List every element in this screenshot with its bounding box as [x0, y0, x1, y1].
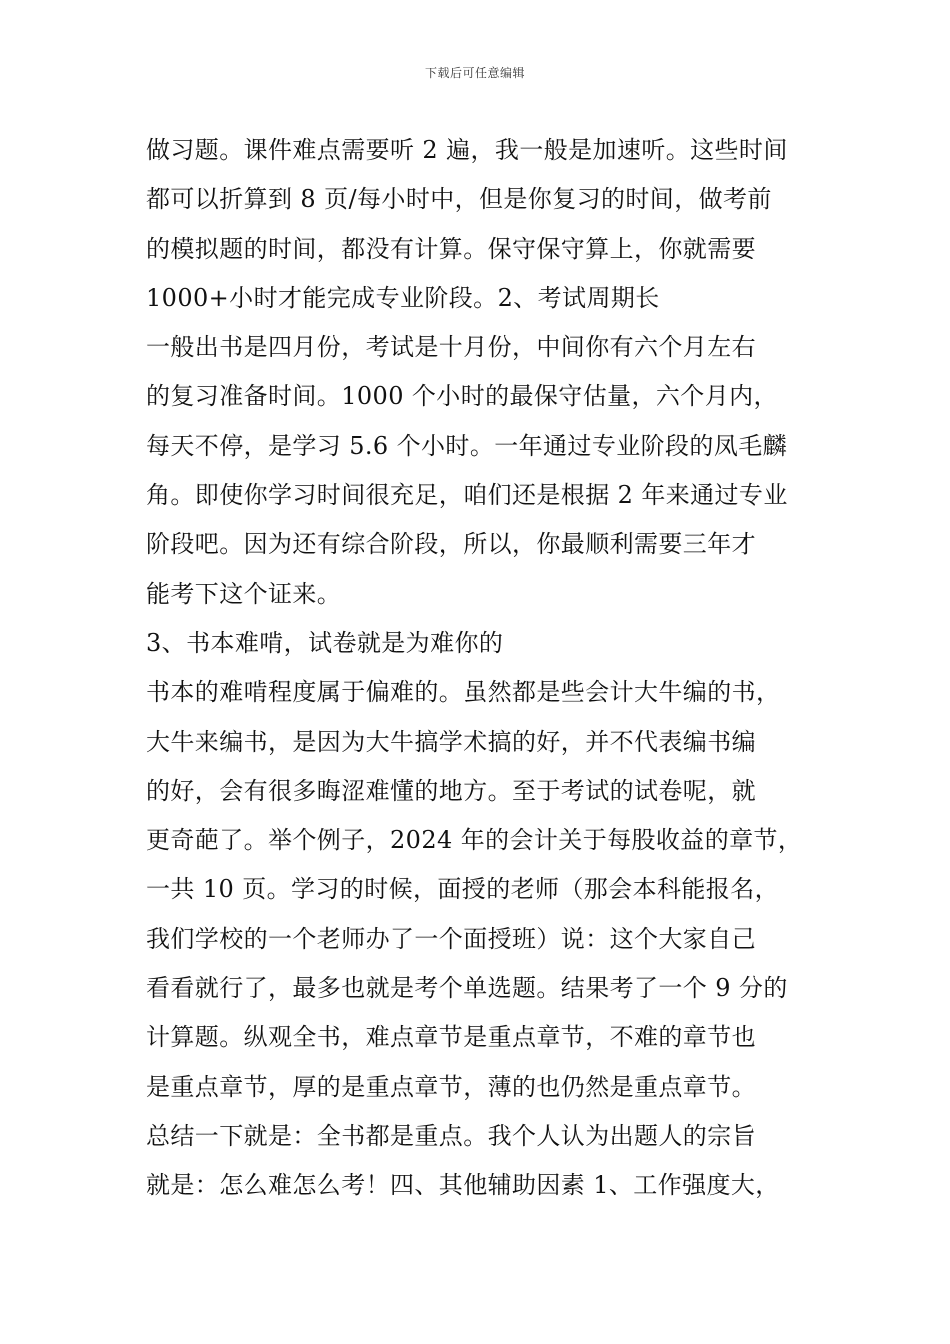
text-line: 就是：怎么难怎么考！四、其他辅助因素 1、工作强度大， — [146, 1171, 780, 1200]
text-line: 的好，会有很多晦涩难懂的地方。至于考试的试卷呢，就 — [146, 776, 756, 805]
text-line: 做习题。课件难点需要听 2 遍，我一般是加速听。这些时间 — [146, 136, 788, 164]
document-body — [146, 126, 816, 1211]
text-line: 的模拟题的时间，都没有计算。保守保守算上，你就需要 — [146, 234, 756, 263]
text-line: 是重点章节，厚的是重点章节，薄的也仍然是重点章节。 — [146, 1072, 756, 1101]
text-line: 一共 10 页。学习的时候，面授的老师（那会本科能报名， — [146, 875, 779, 904]
text-line: 阶段吧。因为还有综合阶段，所以，你最顺利需要三年才 — [146, 530, 756, 559]
text-line: 角。即使你学习时间很充足，咱们还是根据 2 年来通过专业 — [146, 481, 788, 510]
page-header: 下载后可任意编辑 — [424, 66, 525, 80]
text-line: 看看就行了，最多也就是考个单选题。结果考了一个 9 分的 — [146, 974, 788, 1003]
section-heading: 3、书本难啃，试卷就是为难你的 — [146, 628, 504, 657]
text-line: 的复习准备时间。1000 个小时的最保守估量，六个月内， — [146, 382, 778, 411]
text-line: 书本的难啃程度属于偏难的。虽然都是些会计大牛编的书， — [146, 678, 781, 707]
text-line: 计算题。纵观全书，难点章节是重点章节，不难的章节也 — [146, 1023, 756, 1052]
text-line: 1000+小时才能完成专业阶段。2、考试周期长 — [146, 283, 660, 312]
text-line: 每天不停，是学习 5.6 个小时。一年通过专业阶段的凤毛麟 — [146, 431, 788, 460]
text-line: 都可以折算到 8 页/每小时中，但是你复习的时间，做考前 — [146, 185, 772, 214]
text-line: 能考下这个证来。 — [146, 579, 342, 608]
text-line: 我们学校的一个老师办了一个面授班）说：这个大家自己 — [146, 924, 756, 953]
text-line: 大牛来编书，是因为大牛搞学术搞的好，并不代表编书编 — [146, 727, 756, 756]
text-line: 更奇葩了。举个例子，2024 年的会计关于每股收益的章节， — [146, 826, 803, 855]
text-line: 一般出书是四月份，考试是十月份，中间你有六个月左右 — [146, 333, 756, 362]
text-line: 总结一下就是：全书都是重点。我个人认为出题人的宗旨 — [146, 1121, 756, 1150]
